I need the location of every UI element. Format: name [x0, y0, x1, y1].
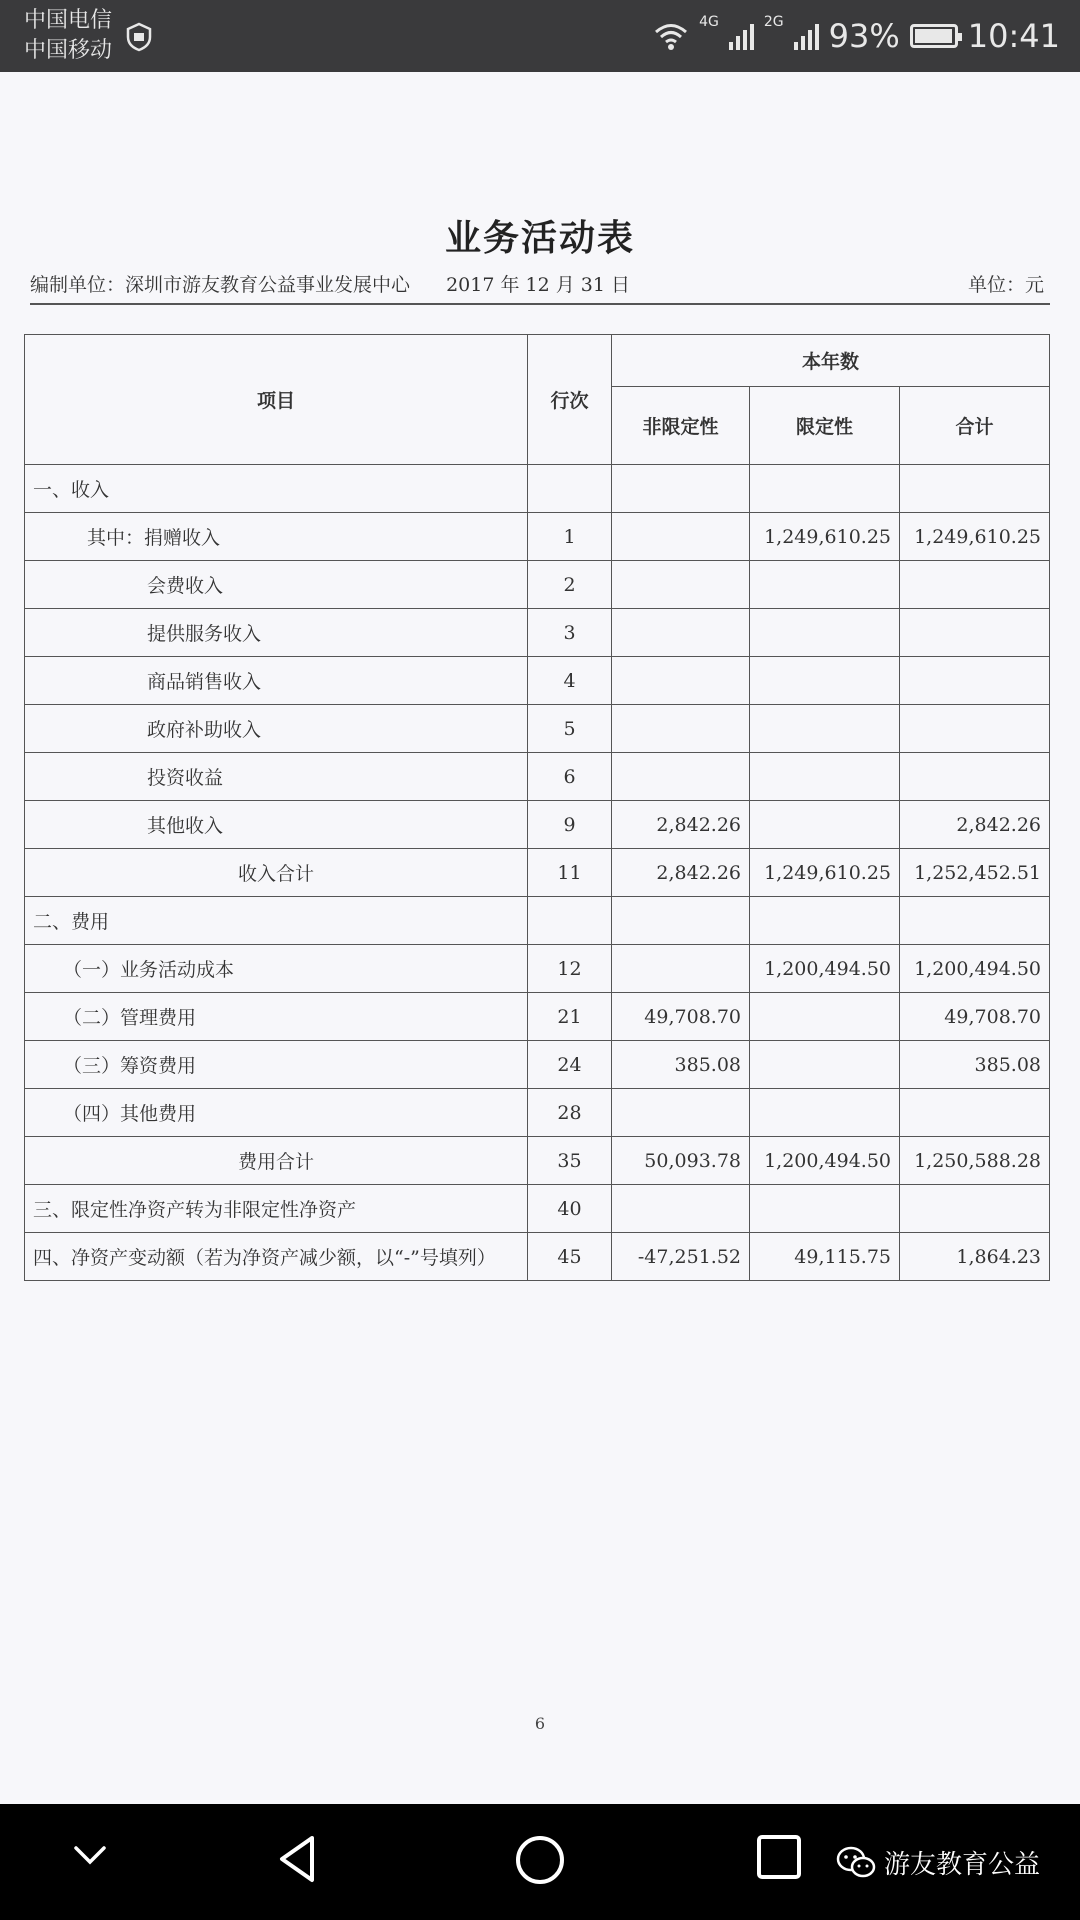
cell-row: 4 — [528, 657, 612, 705]
table-row — [25, 753, 1050, 801]
table-row — [25, 705, 1050, 753]
cell-item: 费用合计 — [25, 1137, 528, 1185]
cell-total — [900, 657, 1050, 705]
table-row — [25, 1233, 1050, 1281]
cell-unrestricted — [612, 657, 750, 705]
network-type-1: 4G — [699, 14, 719, 30]
cell-unrestricted: -47,251.52 — [612, 1233, 750, 1281]
cell-restricted — [750, 753, 900, 801]
wechat-icon — [836, 1846, 876, 1880]
home-icon[interactable] — [514, 1834, 566, 1886]
header-unrestricted: 非限定性 — [612, 387, 750, 465]
cell-item: 四、净资产变动额（若为净资产减少额，以“-”号填列） — [25, 1233, 528, 1281]
cell-row: 3 — [528, 609, 612, 657]
table-row — [25, 993, 1050, 1041]
battery-icon — [910, 24, 958, 48]
cell-total — [900, 609, 1050, 657]
cell-total: 1,250,588.28 — [900, 1137, 1050, 1185]
cell-total — [900, 561, 1050, 609]
document-page — [0, 72, 1080, 1804]
currency-unit: 单位：元 — [967, 274, 1044, 296]
cell-row: 45 — [528, 1233, 612, 1281]
cell-unrestricted — [612, 513, 750, 561]
clock: 10:41 — [967, 17, 1060, 55]
cell-unrestricted: 49,708.70 — [612, 993, 750, 1041]
cell-item: 商品销售收入 — [25, 657, 528, 705]
cell-restricted — [750, 1089, 900, 1137]
cell-unrestricted — [612, 609, 750, 657]
cell-restricted — [750, 801, 900, 849]
watermark-text: 游友教育公益 — [884, 1850, 1041, 1880]
cell-row: 24 — [528, 1041, 612, 1089]
carrier-2: 中国移动 — [24, 38, 113, 63]
table-row — [25, 1137, 1050, 1185]
table-row — [25, 801, 1050, 849]
cell-item: 投资收益 — [25, 753, 528, 801]
table-row — [25, 897, 1050, 945]
cell-restricted: 1,249,610.25 — [750, 849, 900, 897]
cell-total — [900, 465, 1050, 513]
table-row — [25, 849, 1050, 897]
status-bar — [0, 0, 1080, 72]
cell-row: 21 — [528, 993, 612, 1041]
cell-row — [528, 897, 612, 945]
cell-restricted — [750, 897, 900, 945]
network-type-2: 2G — [763, 14, 784, 30]
cell-unrestricted — [612, 897, 750, 945]
cell-total: 1,200,494.50 — [900, 945, 1050, 993]
cell-item: （一）业务活动成本 — [25, 945, 528, 993]
cell-restricted — [750, 465, 900, 513]
table-row — [25, 1041, 1050, 1089]
carrier-names — [24, 6, 112, 66]
cell-item: （二）管理费用 — [25, 993, 528, 1041]
cell-unrestricted — [612, 465, 750, 513]
header-item: 项目 — [25, 335, 528, 465]
battery-percent: 93% — [828, 17, 900, 55]
cell-row: 9 — [528, 801, 612, 849]
cell-item: 其他收入 — [25, 801, 528, 849]
header-current-year: 本年数 — [612, 335, 1050, 387]
table-row — [25, 1089, 1050, 1137]
table-body — [25, 465, 1050, 1281]
navigation-bar — [0, 1804, 1080, 1920]
header-row: 行次 — [528, 335, 612, 465]
activity-table — [24, 334, 1050, 1281]
organization-label: 编制单位：深圳市游友教育公益事业发展中心 — [30, 274, 411, 296]
watermark — [836, 1844, 1040, 1881]
cell-restricted: 1,200,494.50 — [750, 1137, 900, 1185]
cell-row — [528, 465, 612, 513]
table-row — [25, 465, 1050, 513]
cell-restricted — [750, 993, 900, 1041]
table-row — [25, 945, 1050, 993]
shield-icon — [124, 22, 154, 52]
cell-unrestricted: 50,093.78 — [612, 1137, 750, 1185]
cell-row: 11 — [528, 849, 612, 897]
carrier-1: 中国电信 — [24, 8, 113, 33]
cell-total: 2,842.26 — [900, 801, 1050, 849]
cell-item: 其中：捐赠收入 — [25, 513, 528, 561]
cell-item: （四）其他费用 — [25, 1089, 528, 1137]
table-row — [25, 561, 1050, 609]
cell-unrestricted — [612, 945, 750, 993]
signal-icon — [729, 22, 754, 50]
cell-row: 5 — [528, 705, 612, 753]
cell-unrestricted: 385.08 — [612, 1041, 750, 1089]
cell-total — [900, 1185, 1050, 1233]
cell-item: 三、限定性净资产转为非限定性净资产 — [25, 1185, 528, 1233]
cell-total: 385.08 — [900, 1041, 1050, 1089]
cell-total: 1,252,452.51 — [900, 849, 1050, 897]
report-date: 2017 年 12 月 31 日 — [446, 274, 630, 296]
cell-total: 49,708.70 — [900, 993, 1050, 1041]
cell-unrestricted — [612, 561, 750, 609]
cell-item: 一、收入 — [25, 465, 528, 513]
cell-total — [900, 705, 1050, 753]
cell-restricted: 1,200,494.50 — [750, 945, 900, 993]
cell-item: 会费收入 — [25, 561, 528, 609]
cell-unrestricted: 2,842.26 — [612, 801, 750, 849]
cell-unrestricted — [612, 1185, 750, 1233]
cell-row: 12 — [528, 945, 612, 993]
cell-row: 2 — [528, 561, 612, 609]
cell-restricted — [750, 561, 900, 609]
back-icon[interactable] — [276, 1834, 320, 1884]
cell-restricted — [750, 1041, 900, 1089]
cell-restricted: 1,249,610.25 — [750, 513, 900, 561]
header-total: 合计 — [900, 387, 1050, 465]
cell-row: 28 — [528, 1089, 612, 1137]
cell-total — [900, 897, 1050, 945]
table-row — [25, 513, 1050, 561]
cell-row: 6 — [528, 753, 612, 801]
cell-item: （三）筹资费用 — [25, 1041, 528, 1089]
cell-row: 40 — [528, 1185, 612, 1233]
table-row — [25, 657, 1050, 705]
collapse-chevron-icon[interactable] — [70, 1834, 110, 1874]
document-title: 业务活动表 — [444, 217, 635, 259]
status-indicators — [653, 12, 1060, 60]
cell-restricted — [750, 609, 900, 657]
document-meta — [30, 270, 1050, 305]
page-number: 6 — [534, 1714, 546, 1733]
cell-row: 35 — [528, 1137, 612, 1185]
cell-item: 收入合计 — [25, 849, 528, 897]
signal-icon-2 — [794, 22, 819, 50]
cell-total: 1,249,610.25 — [900, 513, 1050, 561]
cell-total — [900, 1089, 1050, 1137]
cell-item: 二、费用 — [25, 897, 528, 945]
cell-restricted — [750, 657, 900, 705]
table-row — [25, 1185, 1050, 1233]
cell-total — [900, 753, 1050, 801]
cell-unrestricted: 2,842.26 — [612, 849, 750, 897]
cell-unrestricted — [612, 753, 750, 801]
cell-restricted — [750, 1185, 900, 1233]
cell-restricted: 49,115.75 — [750, 1233, 900, 1281]
table-row — [25, 609, 1050, 657]
cell-unrestricted — [612, 705, 750, 753]
cell-item: 提供服务收入 — [25, 609, 528, 657]
cell-item: 政府补助收入 — [25, 705, 528, 753]
wifi-icon — [653, 21, 689, 51]
header-restricted: 限定性 — [750, 387, 900, 465]
cell-unrestricted — [612, 1089, 750, 1137]
recent-apps-icon[interactable] — [756, 1834, 802, 1880]
cell-restricted — [750, 705, 900, 753]
cell-row: 1 — [528, 513, 612, 561]
cell-total: 1,864.23 — [900, 1233, 1050, 1281]
